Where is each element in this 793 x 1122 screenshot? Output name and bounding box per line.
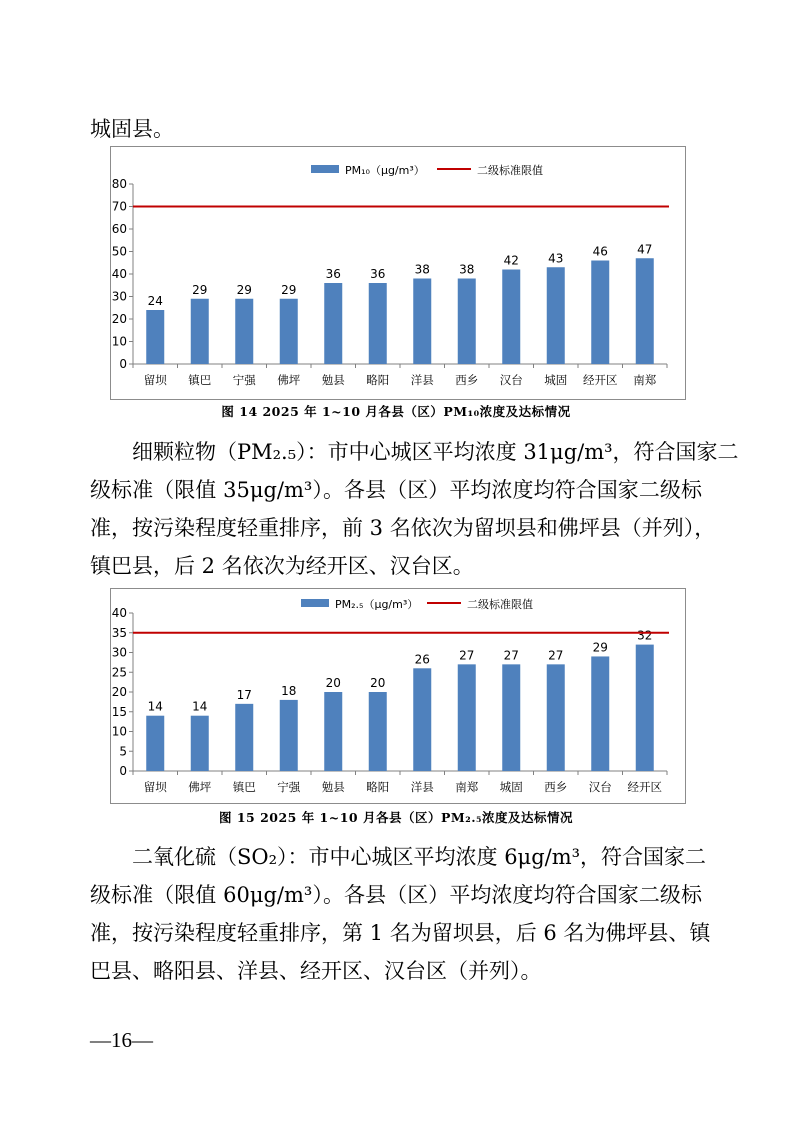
page-number: —16—: [90, 1028, 153, 1052]
pm25-line-1: 细颗粒物（PM₂.₅）：市中心城区平均浓度 31μg/m³，符合国家二: [132, 440, 739, 464]
pm10-chart-svg: [111, 147, 685, 399]
data-label: 38: [414, 262, 430, 277]
category-label: 汉台: [499, 373, 523, 387]
category-label: 勉县: [321, 780, 345, 794]
y-tick-label: 0: [119, 357, 127, 371]
category-label: 勉县: [321, 373, 345, 387]
legend-bar-label: PM₂.₅（μg/m³）: [335, 598, 419, 611]
category-label: 略阳: [366, 373, 390, 387]
data-label: 43: [548, 251, 564, 266]
category-label: 略阳: [366, 780, 390, 794]
data-label: 20: [325, 676, 341, 690]
bar: [146, 716, 164, 771]
y-tick-label: 40: [111, 267, 127, 281]
bar: [413, 668, 431, 771]
bar: [191, 716, 209, 771]
pm10-caption: 图 14 2025 年 1~10 月各县（区）PM₁₀浓度及达标情况: [221, 404, 571, 419]
legend-bar-swatch: [301, 599, 329, 607]
data-label: 27: [548, 648, 564, 663]
y-tick-label: 60: [111, 222, 127, 236]
bar: [146, 310, 164, 364]
bar: [591, 261, 609, 365]
data-label: 47: [637, 242, 653, 257]
pm25-line-2: 级标准（限值 35μg/m³）。各县（区）平均浓度均符合国家二级标: [90, 478, 702, 502]
category-label: 宁强: [277, 780, 301, 794]
y-tick-label: 30: [111, 645, 127, 660]
bar: [547, 267, 565, 364]
data-label: 20: [370, 676, 386, 690]
category-label: 镇巴: [232, 780, 256, 794]
pm25-caption: 图 15 2025 年 1~10 月各县（区）PM₂.₅浓度及达标情况: [218, 810, 574, 825]
category-label: 洋县: [410, 780, 434, 794]
so2-line-1: 二氧化硫（SO₂）：市中心城区平均浓度 6μg/m³，符合国家二: [132, 845, 707, 869]
data-label: 29: [236, 282, 252, 297]
y-tick-label: 30: [111, 289, 127, 304]
category-label: 西乡: [544, 780, 568, 794]
so2-line-4: 巴县、略阳县、洋县、经开区、汉台区（并列）。: [90, 959, 542, 983]
category-label: 留坝: [143, 373, 167, 387]
data-label: 29: [281, 282, 297, 297]
data-label: 14: [192, 699, 208, 714]
legend-line-label: 二级标准限值: [467, 598, 533, 611]
data-label: 42: [503, 253, 519, 268]
y-tick-label: 0: [119, 764, 127, 778]
y-tick-label: 10: [111, 724, 127, 739]
data-label: 27: [459, 648, 475, 663]
pm25-paragraph: [90, 433, 739, 585]
y-tick-label: 5: [119, 744, 127, 759]
category-label: 佛坪: [277, 373, 301, 387]
bar: [458, 664, 476, 771]
category-label: 经开区: [583, 373, 618, 387]
category-label: 城固: [544, 373, 568, 387]
bar: [591, 656, 609, 771]
y-tick-label: 50: [111, 244, 127, 259]
category-label: 汉台: [588, 780, 612, 794]
pm25-chart: [110, 588, 686, 804]
bar: [280, 700, 298, 771]
data-label: 18: [281, 683, 297, 698]
category-label: 经开区: [627, 780, 662, 794]
intro-text: [90, 110, 702, 148]
bar: [369, 692, 387, 771]
bar: [324, 692, 342, 771]
bar: [547, 664, 565, 771]
legend-bar-swatch: [311, 165, 339, 173]
category-label: 留坝: [143, 780, 167, 794]
bar: [502, 270, 520, 365]
data-label: 14: [147, 699, 163, 714]
y-tick-label: 20: [111, 685, 127, 699]
so2-line-2: 级标准（限值 60μg/m³）。各县（区）平均浓度均符合国家二级标: [90, 883, 702, 907]
intro-line: 城固县。: [90, 117, 174, 141]
data-label: 24: [147, 294, 163, 308]
data-label: 17: [236, 687, 252, 702]
data-label: 26: [414, 652, 430, 667]
bar: [280, 299, 298, 364]
bar: [235, 704, 253, 771]
bar: [324, 283, 342, 364]
data-label: 29: [192, 282, 208, 297]
category-label: 洋县: [410, 373, 434, 387]
so2-paragraph: [90, 838, 711, 990]
category-label: 佛坪: [188, 780, 212, 794]
category-label: 西乡: [455, 373, 479, 387]
category-label: 镇巴: [188, 373, 212, 387]
legend-line-label: 二级标准限值: [477, 164, 543, 177]
category-label: 南郑: [633, 373, 657, 387]
bar: [636, 645, 654, 771]
data-label: 29: [592, 640, 608, 655]
y-tick-label: 10: [111, 334, 127, 349]
pm25-line-4: 镇巴县，后 2 名依次为经开区、汉台区。: [90, 554, 474, 578]
data-label: 32: [637, 628, 653, 643]
pm10-chart: [110, 146, 686, 400]
data-label: 36: [325, 267, 341, 281]
legend-bar-label: PM₁₀（μg/m³）: [345, 164, 425, 177]
data-label: 36: [370, 267, 386, 281]
pm25-chart-svg: [111, 589, 685, 803]
bar: [191, 299, 209, 364]
bar: [502, 664, 520, 771]
bar: [458, 279, 476, 365]
bar: [235, 299, 253, 364]
y-tick-label: 80: [111, 177, 127, 191]
data-label: 38: [459, 262, 475, 277]
y-tick-label: 25: [111, 665, 127, 680]
pm25-line-3: 准，按污染程度轻重排序，前 3 名依次为留坝县和佛坪县（并列），: [90, 516, 716, 540]
y-tick-label: 20: [111, 312, 127, 326]
y-tick-label: 70: [111, 199, 127, 214]
category-label: 南郑: [455, 780, 479, 794]
category-label: 城固: [499, 780, 523, 794]
data-label: 46: [592, 244, 608, 259]
bar: [369, 283, 387, 364]
y-tick-label: 40: [111, 606, 127, 620]
category-label: 宁强: [232, 373, 256, 387]
bar: [636, 258, 654, 364]
bar: [413, 279, 431, 365]
y-tick-label: 15: [111, 704, 127, 719]
y-tick-label: 35: [111, 625, 127, 640]
data-label: 27: [503, 648, 519, 663]
so2-line-3: 准，按污染程度轻重排序，第 1 名为留坝县，后 6 名为佛坪县、镇: [90, 921, 711, 945]
